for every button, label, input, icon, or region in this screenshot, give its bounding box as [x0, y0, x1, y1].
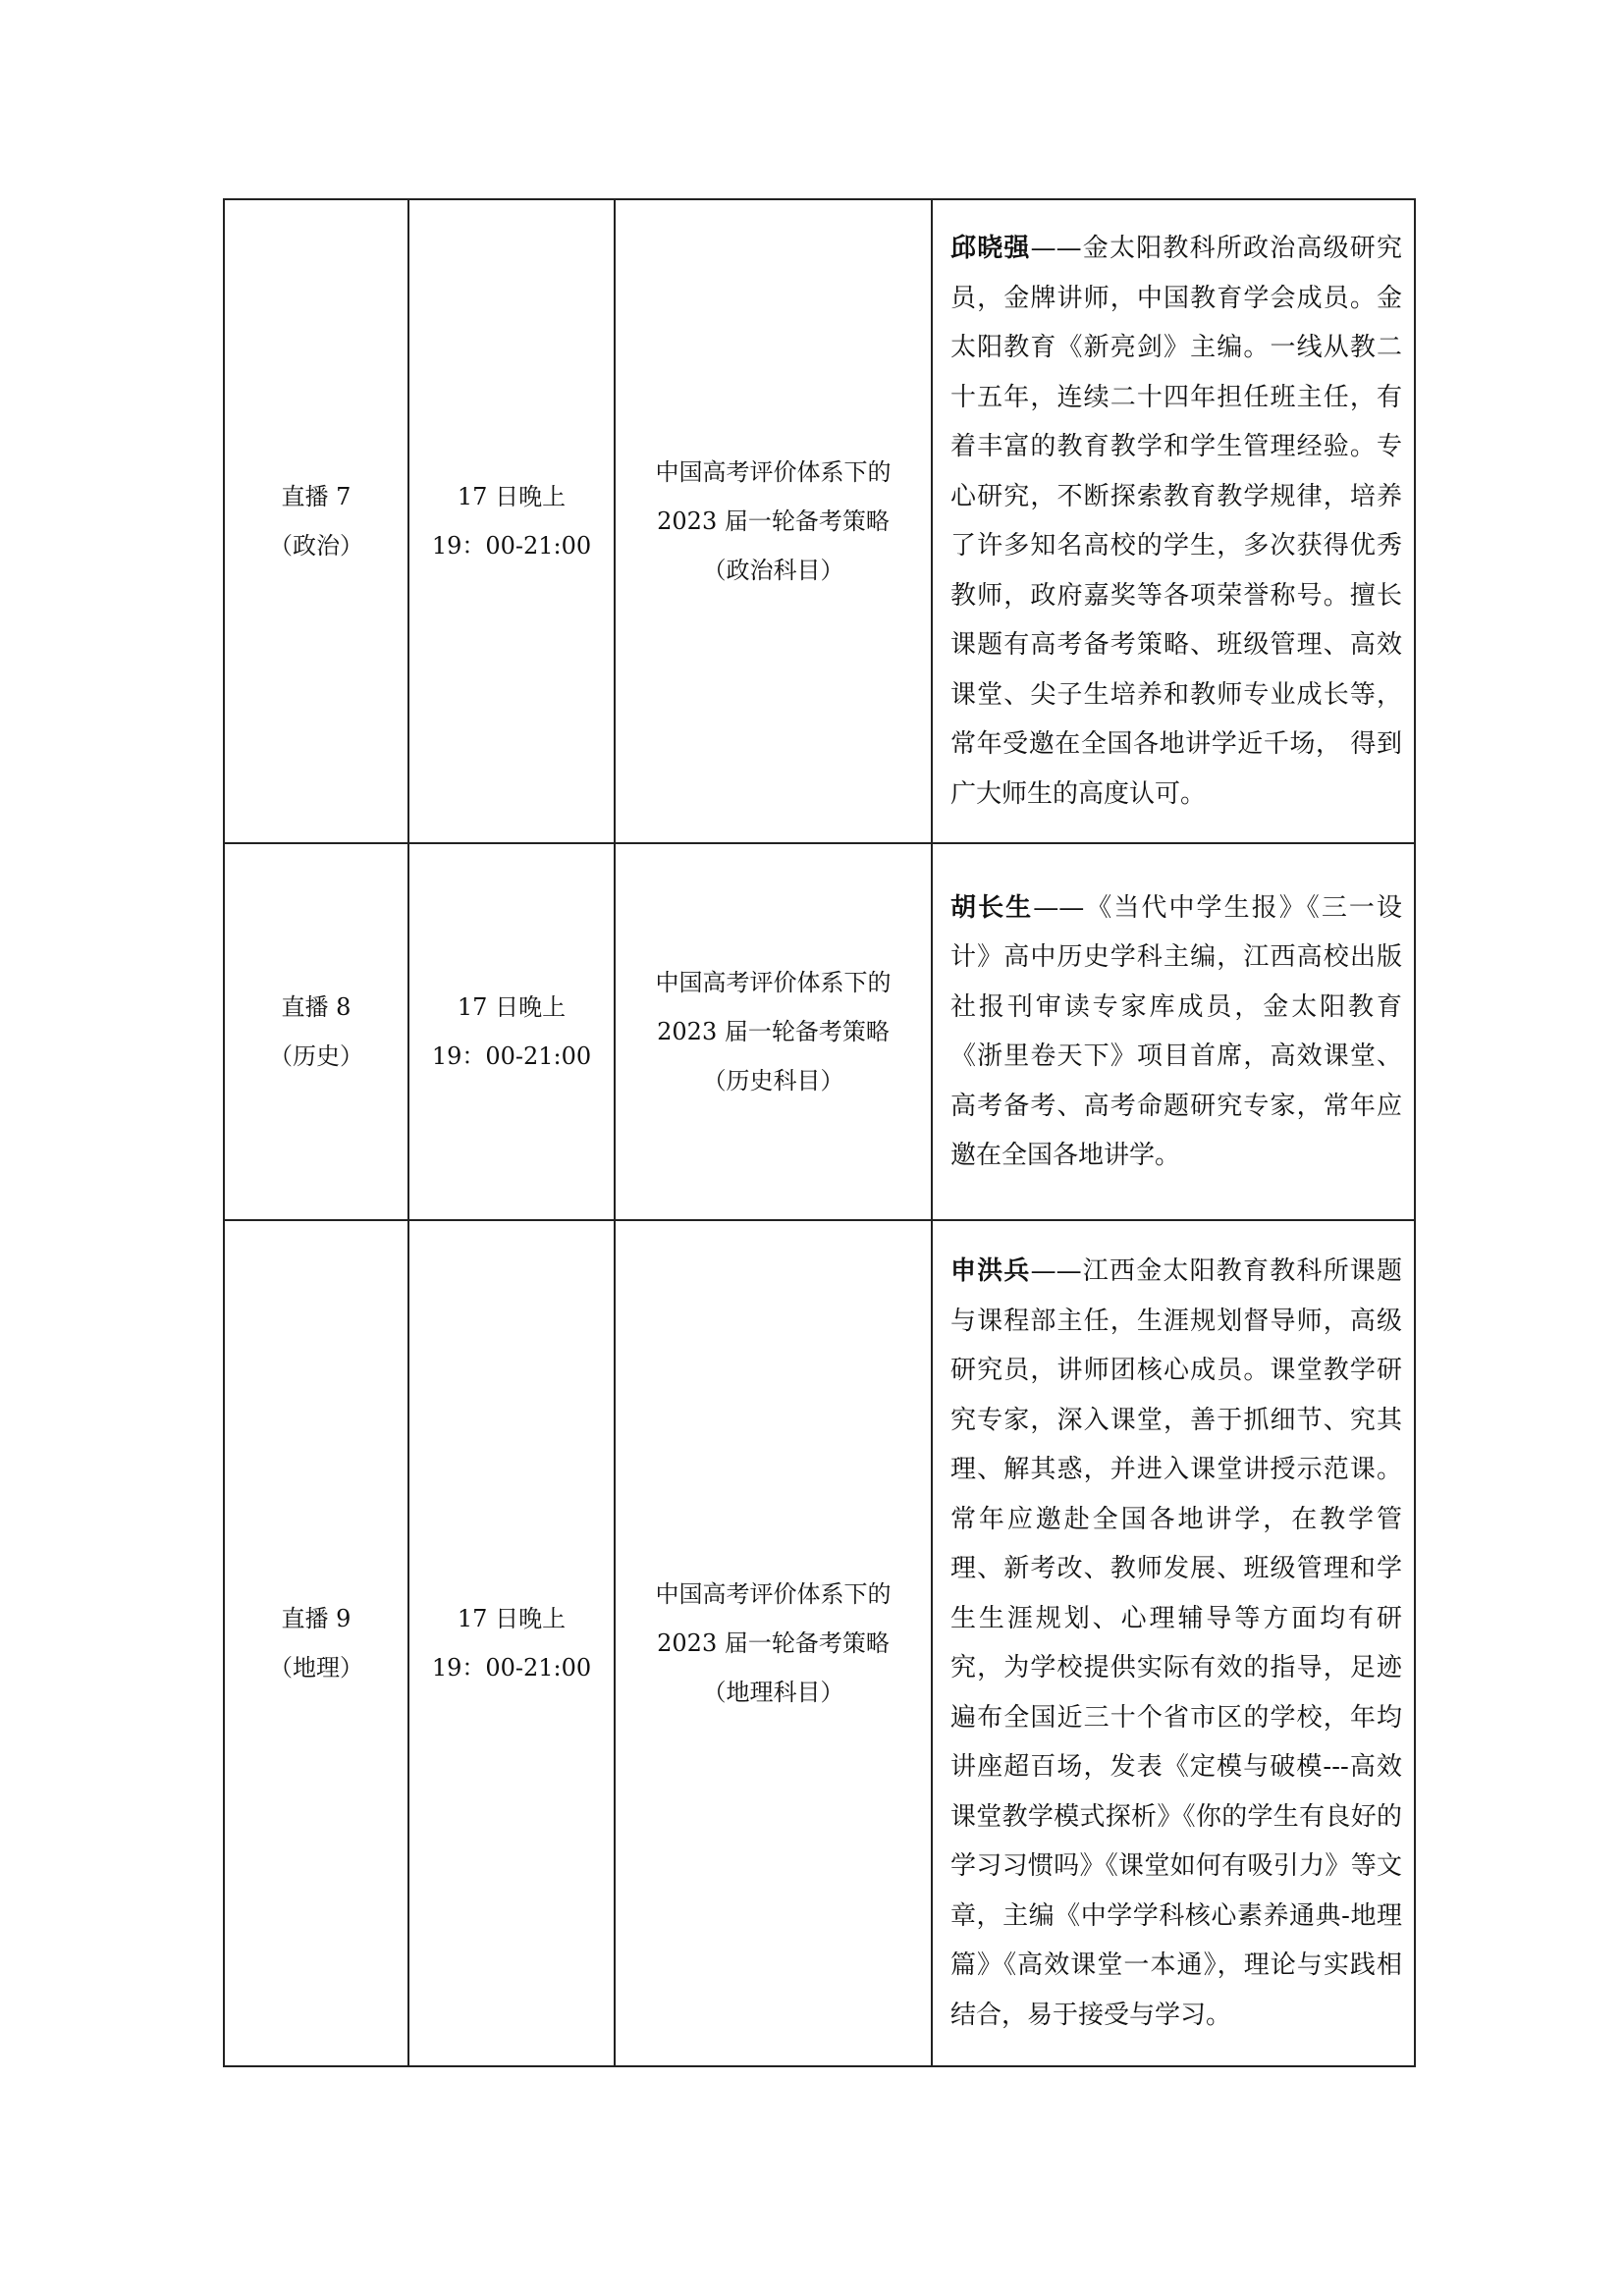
time-label: 19：00-21:00 — [431, 532, 592, 560]
topic-line: 中国高考评价体系下的 — [655, 969, 892, 996]
subject-label: （地理） — [269, 1654, 363, 1682]
speaker-bio: ——金太阳教科所政治高级研究员，金牌讲师，中国教育学会成员。金太阳教育《新亮剑》主编。一线从教二十五年，连续二十四年担任班主任，有着丰富的教育教学和学生管理经验。专心研究，不断探索教育教学规律，培养了许多知名高校的学生，多次获得优秀教师，政府嘉奖等各项荣誉称号。擅长课题有高考备考策略、班级管理、高效课堂、尖子生培养和教师专业成长等，常年受邀在全国各地讲学近千场， 得到广大师生的高度认可。 — [950, 234, 1402, 809]
speaker-cell — [932, 843, 1415, 1220]
speaker-name: 邱晓强 — [950, 234, 1031, 263]
table-row — [224, 1220, 1415, 2066]
time-label: 19：00-21:00 — [431, 1654, 592, 1682]
topic-cell — [615, 199, 932, 843]
date-label: 17 日晚上 — [457, 483, 567, 510]
speaker-cell — [932, 1220, 1415, 2066]
table-row — [224, 199, 1415, 843]
speaker-bio: ——《当代中学生报》《三一设计》高中历史学科主编，江西高校出版社报刊审读专家库成员，金太阳教育《浙里卷天下》项目首席，高效课堂、高考备考、高考命题研究专家，常年应邀在全国各地讲学。 — [950, 892, 1402, 1170]
subject-label: （历史） — [269, 1042, 363, 1070]
table-row — [224, 843, 1415, 1220]
topic-line: 2023 届一轮备考策略 — [657, 1629, 890, 1657]
time-cell — [408, 199, 615, 843]
topic-cell — [615, 1220, 932, 2066]
session-label: 直播 9 — [281, 1605, 352, 1632]
time-cell — [408, 1220, 615, 2066]
subject-label: （政治） — [269, 532, 363, 560]
date-label: 17 日晚上 — [457, 1605, 567, 1632]
session-label: 直播 8 — [281, 993, 352, 1021]
topic-line: （历史科目） — [702, 1067, 844, 1095]
speaker-cell — [932, 199, 1415, 843]
topic-line: 中国高考评价体系下的 — [655, 458, 892, 486]
session-cell — [224, 1220, 408, 2066]
date-label: 17 日晚上 — [457, 993, 567, 1021]
time-cell — [408, 843, 615, 1220]
topic-line: 中国高考评价体系下的 — [655, 1580, 892, 1608]
time-label: 19：00-21:00 — [431, 1042, 592, 1070]
topic-line: 2023 届一轮备考策略 — [657, 1018, 890, 1045]
topic-line: （政治科目） — [702, 557, 844, 584]
speaker-name: 申洪兵 — [950, 1256, 1031, 1286]
speaker-bio: ——江西金太阳教育教科所课题与课程部主任，生涯规划督导师，高级研究员，讲师团核心成员。课堂教学研究专家，深入课堂，善于抓细节、究其理、解其惑，并进入课堂讲授示范课。常年应邀赴全国各地讲学，在教学管理、新考改、教师发展、班级管理和学生生涯规划、心理辅导等方面均有研究，为学校提供实际有效的指导，足迹遍布全国近三十个省市区的学校，年均讲座超百场，发表《定模与破模---高效课堂教学模式探析》《你的学生有良好的学习习惯吗》《课堂如何有吸引力》等文章，主编《中学学科核心素养通典-地理篇》《高效课堂一本通》，理论与实践相结合，易于接受与学习。 — [950, 1256, 1402, 2030]
speaker-name: 胡长生 — [950, 892, 1034, 923]
session-label: 直播 7 — [281, 483, 352, 510]
topic-line: （地理科目） — [702, 1679, 844, 1706]
schedule-table — [223, 198, 1416, 2067]
topic-line: 2023 届一轮备考策略 — [657, 507, 890, 535]
session-cell — [224, 843, 408, 1220]
session-cell — [224, 199, 408, 843]
topic-cell — [615, 843, 932, 1220]
